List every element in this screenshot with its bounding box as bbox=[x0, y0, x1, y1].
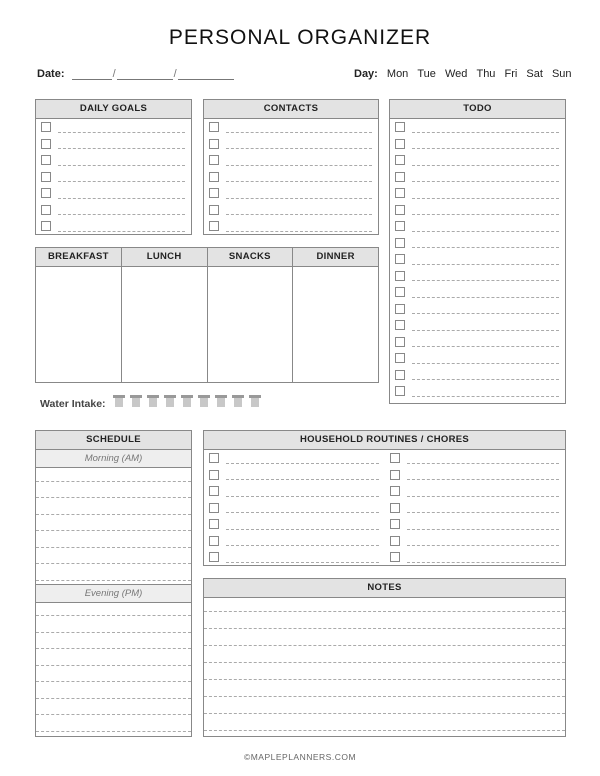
writing-line[interactable] bbox=[36, 534, 191, 551]
contacts-header: CONTACTS bbox=[204, 100, 378, 119]
checkbox[interactable] bbox=[390, 470, 400, 480]
household-section bbox=[203, 430, 566, 566]
checkbox[interactable] bbox=[41, 221, 51, 231]
daily-goals-section bbox=[35, 99, 192, 235]
dashed-line bbox=[58, 132, 185, 133]
checkbox[interactable] bbox=[395, 188, 405, 198]
dashed-line bbox=[407, 562, 560, 563]
checklist-row[interactable] bbox=[390, 251, 565, 268]
dashed-line bbox=[226, 529, 379, 530]
checkbox[interactable] bbox=[395, 320, 405, 330]
checklist-row[interactable] bbox=[390, 218, 565, 235]
writing-line[interactable] bbox=[36, 636, 191, 653]
checkbox[interactable] bbox=[41, 139, 51, 149]
notes-header: NOTES bbox=[204, 579, 565, 598]
dashed-line bbox=[36, 514, 191, 515]
checklist-row[interactable] bbox=[390, 317, 565, 334]
writing-line[interactable] bbox=[204, 700, 565, 717]
snacks-header: SNACKS bbox=[208, 248, 293, 267]
checklist-row[interactable] bbox=[204, 516, 385, 533]
checkbox[interactable] bbox=[395, 271, 405, 281]
day-sat[interactable]: Sat bbox=[526, 68, 543, 80]
daily-goals-list bbox=[36, 119, 191, 235]
checklist-row[interactable] bbox=[390, 119, 565, 136]
dashed-line bbox=[412, 198, 559, 199]
writing-line[interactable] bbox=[204, 649, 565, 666]
writing-line[interactable] bbox=[204, 632, 565, 649]
dashed-line bbox=[412, 148, 559, 149]
checklist-row[interactable] bbox=[204, 549, 385, 566]
day-mon[interactable]: Mon bbox=[386, 68, 409, 80]
water-cup-icon[interactable] bbox=[164, 395, 176, 409]
dashed-line bbox=[204, 645, 565, 646]
dashed-line bbox=[412, 396, 559, 397]
dashed-line bbox=[226, 496, 379, 497]
dashed-line bbox=[407, 463, 560, 464]
checklist-row[interactable] bbox=[204, 169, 378, 186]
checkbox[interactable] bbox=[395, 172, 405, 182]
checklist-row[interactable] bbox=[390, 169, 565, 186]
checklist-row[interactable] bbox=[204, 119, 378, 136]
notes-section bbox=[203, 578, 566, 737]
dashed-line bbox=[204, 730, 565, 731]
dashed-line bbox=[226, 562, 379, 563]
todo-list bbox=[390, 119, 565, 400]
day-sun[interactable]: Sun bbox=[551, 68, 572, 80]
dashed-line bbox=[36, 698, 191, 699]
date-day-blank[interactable] bbox=[72, 69, 112, 80]
dashed-line bbox=[412, 231, 559, 232]
date-separator: / bbox=[173, 68, 177, 80]
day-fri[interactable]: Fri bbox=[504, 68, 518, 80]
writing-line[interactable] bbox=[36, 619, 191, 636]
checkbox[interactable] bbox=[395, 238, 405, 248]
breakfast-header: BREAKFAST bbox=[36, 248, 121, 267]
checkbox[interactable] bbox=[395, 254, 405, 264]
checklist-row[interactable] bbox=[204, 450, 385, 467]
checklist-row[interactable] bbox=[390, 367, 565, 384]
checklist-row[interactable] bbox=[36, 152, 191, 169]
writing-line[interactable] bbox=[36, 518, 191, 535]
dashed-line bbox=[204, 611, 565, 612]
lunch-column[interactable] bbox=[122, 248, 208, 382]
checkbox[interactable] bbox=[209, 503, 219, 513]
water-cup-icon[interactable] bbox=[113, 395, 125, 409]
dashed-line bbox=[226, 165, 372, 166]
checklist-row[interactable] bbox=[36, 136, 191, 153]
date-field[interactable] bbox=[37, 68, 234, 80]
contacts-section bbox=[203, 99, 379, 235]
checklist-row[interactable] bbox=[36, 119, 191, 136]
day-selector bbox=[354, 68, 572, 80]
water-cup-icon[interactable] bbox=[249, 395, 261, 409]
footer-credit: ©MAPLEPLANNERS.COM bbox=[243, 752, 357, 762]
household-list-left bbox=[204, 450, 385, 566]
checkbox[interactable] bbox=[41, 188, 51, 198]
dashed-line bbox=[204, 679, 565, 680]
date-month-blank[interactable] bbox=[117, 69, 173, 80]
checklist-row[interactable] bbox=[390, 350, 565, 367]
checkbox[interactable] bbox=[209, 470, 219, 480]
dashed-line bbox=[36, 580, 191, 581]
dashed-line bbox=[36, 648, 191, 649]
writing-line[interactable] bbox=[204, 598, 565, 615]
dashed-line bbox=[407, 512, 560, 513]
dinner-header: DINNER bbox=[293, 248, 378, 267]
checkbox[interactable] bbox=[390, 536, 400, 546]
checkbox[interactable] bbox=[41, 122, 51, 132]
writing-line[interactable] bbox=[36, 603, 191, 620]
dashed-line bbox=[36, 681, 191, 682]
checklist-row[interactable] bbox=[204, 483, 385, 500]
writing-line[interactable] bbox=[36, 501, 191, 518]
writing-line[interactable] bbox=[36, 652, 191, 669]
writing-line[interactable] bbox=[204, 615, 565, 632]
checklist-row[interactable] bbox=[204, 136, 378, 153]
checklist-row[interactable] bbox=[204, 500, 385, 517]
dashed-line bbox=[226, 231, 372, 232]
dashed-line bbox=[226, 479, 379, 480]
checkbox[interactable] bbox=[41, 205, 51, 215]
water-cups bbox=[113, 395, 266, 409]
checkbox[interactable] bbox=[395, 122, 405, 132]
dashed-line bbox=[407, 529, 560, 530]
dinner-column[interactable] bbox=[293, 248, 378, 382]
checkbox[interactable] bbox=[395, 353, 405, 363]
dashed-line bbox=[226, 545, 379, 546]
writing-line[interactable] bbox=[36, 567, 191, 584]
checklist-row[interactable] bbox=[204, 202, 378, 219]
checkbox[interactable] bbox=[209, 188, 219, 198]
checklist-row[interactable] bbox=[390, 136, 565, 153]
checkbox[interactable] bbox=[395, 370, 405, 380]
checkbox[interactable] bbox=[395, 287, 405, 297]
checklist-row[interactable] bbox=[385, 483, 566, 500]
dashed-line bbox=[58, 181, 185, 182]
checkbox[interactable] bbox=[395, 304, 405, 314]
checkbox[interactable] bbox=[390, 503, 400, 513]
dashed-line bbox=[58, 198, 185, 199]
dashed-line bbox=[412, 313, 559, 314]
dashed-line bbox=[58, 165, 185, 166]
dashed-line bbox=[226, 214, 372, 215]
checklist-row[interactable] bbox=[390, 383, 565, 400]
checkbox[interactable] bbox=[390, 486, 400, 496]
water-intake-label: Water Intake: bbox=[40, 398, 106, 410]
dashed-line bbox=[412, 214, 559, 215]
evening-lines bbox=[36, 603, 191, 735]
dashed-line bbox=[36, 714, 191, 715]
morning-lines bbox=[36, 468, 191, 584]
day-tue[interactable]: Tue bbox=[417, 68, 436, 80]
checkbox[interactable] bbox=[41, 172, 51, 182]
checkbox[interactable] bbox=[395, 139, 405, 149]
date-separator: / bbox=[112, 68, 116, 80]
checklist-row[interactable] bbox=[385, 516, 566, 533]
day-label: Day: bbox=[354, 68, 378, 80]
day-thu[interactable]: Thu bbox=[476, 68, 496, 80]
dashed-line bbox=[412, 132, 559, 133]
checklist-row[interactable] bbox=[385, 533, 566, 550]
checkbox[interactable] bbox=[209, 205, 219, 215]
dashed-line bbox=[36, 563, 191, 564]
lunch-header: LUNCH bbox=[122, 248, 207, 267]
checkbox[interactable] bbox=[390, 552, 400, 562]
checklist-row[interactable] bbox=[204, 185, 378, 202]
checklist-row[interactable] bbox=[385, 467, 566, 484]
household-list-right bbox=[385, 450, 566, 566]
dashed-line bbox=[226, 512, 379, 513]
dashed-line bbox=[204, 628, 565, 629]
dashed-line bbox=[412, 379, 559, 380]
dashed-line bbox=[226, 132, 372, 133]
checklist-row[interactable] bbox=[36, 202, 191, 219]
checklist-row[interactable] bbox=[385, 500, 566, 517]
meals-section bbox=[35, 247, 379, 383]
checklist-row[interactable] bbox=[204, 533, 385, 550]
checkbox[interactable] bbox=[209, 155, 219, 165]
date-label: Date: bbox=[37, 68, 65, 80]
checkbox[interactable] bbox=[390, 453, 400, 463]
checkbox[interactable] bbox=[395, 221, 405, 231]
checkbox[interactable] bbox=[390, 519, 400, 529]
writing-line[interactable] bbox=[36, 669, 191, 686]
breakfast-column[interactable] bbox=[36, 248, 122, 382]
checklist-row[interactable] bbox=[204, 152, 378, 169]
checklist-row[interactable] bbox=[390, 152, 565, 169]
todo-section bbox=[389, 99, 566, 404]
checkbox[interactable] bbox=[209, 486, 219, 496]
checklist-row[interactable] bbox=[390, 185, 565, 202]
dashed-line bbox=[412, 330, 559, 331]
dashed-line bbox=[204, 713, 565, 714]
dashed-line bbox=[36, 615, 191, 616]
checkbox[interactable] bbox=[395, 155, 405, 165]
page-title: PERSONAL ORGANIZER bbox=[168, 26, 432, 49]
contacts-list bbox=[204, 119, 378, 235]
day-wed[interactable]: Wed bbox=[444, 68, 468, 80]
water-cup-icon[interactable] bbox=[130, 395, 142, 409]
checklist-row[interactable] bbox=[204, 218, 378, 235]
dashed-line bbox=[412, 247, 559, 248]
schedule-section bbox=[35, 430, 192, 737]
todo-header: TODO bbox=[390, 100, 565, 119]
water-cup-icon[interactable] bbox=[181, 395, 193, 409]
checkbox[interactable] bbox=[209, 536, 219, 546]
checklist-row[interactable] bbox=[390, 334, 565, 351]
writing-line[interactable] bbox=[36, 685, 191, 702]
dashed-line bbox=[226, 463, 379, 464]
dashed-line bbox=[36, 481, 191, 482]
checklist-row[interactable] bbox=[36, 218, 191, 235]
checklist-row[interactable] bbox=[390, 268, 565, 285]
snacks-column[interactable] bbox=[208, 248, 294, 382]
checklist-row[interactable] bbox=[204, 467, 385, 484]
checkbox[interactable] bbox=[209, 172, 219, 182]
checklist-row[interactable] bbox=[390, 235, 565, 252]
checkbox[interactable] bbox=[209, 552, 219, 562]
dashed-line bbox=[412, 264, 559, 265]
checklist-row[interactable] bbox=[385, 549, 566, 566]
dashed-line bbox=[407, 496, 560, 497]
checkbox[interactable] bbox=[41, 155, 51, 165]
checklist-row[interactable] bbox=[390, 301, 565, 318]
dashed-line bbox=[412, 280, 559, 281]
writing-line[interactable] bbox=[36, 718, 191, 735]
household-header: HOUSEHOLD ROUTINES / CHORES bbox=[204, 431, 565, 450]
schedule-header: SCHEDULE bbox=[36, 431, 191, 450]
writing-line[interactable] bbox=[204, 666, 565, 683]
dashed-line bbox=[36, 547, 191, 548]
water-cup-icon[interactable] bbox=[198, 395, 210, 409]
dashed-line bbox=[412, 181, 559, 182]
checkbox[interactable] bbox=[209, 519, 219, 529]
checklist-row[interactable] bbox=[390, 202, 565, 219]
daily-goals-header: DAILY GOALS bbox=[36, 100, 191, 119]
writing-line[interactable] bbox=[36, 485, 191, 502]
dashed-line bbox=[412, 346, 559, 347]
checkbox[interactable] bbox=[209, 139, 219, 149]
checkbox[interactable] bbox=[395, 386, 405, 396]
checkbox[interactable] bbox=[395, 337, 405, 347]
checkbox[interactable] bbox=[209, 122, 219, 132]
checklist-row[interactable] bbox=[390, 284, 565, 301]
dashed-line bbox=[226, 181, 372, 182]
dashed-line bbox=[36, 731, 191, 732]
dashed-line bbox=[36, 632, 191, 633]
date-year-blank[interactable] bbox=[178, 69, 234, 80]
evening-subheader: Evening (PM) bbox=[36, 584, 191, 603]
writing-line[interactable] bbox=[36, 702, 191, 719]
dashed-line bbox=[204, 696, 565, 697]
water-cup-icon[interactable] bbox=[147, 395, 159, 409]
morning-subheader: Morning (AM) bbox=[36, 450, 191, 468]
dashed-line bbox=[412, 363, 559, 364]
checkbox[interactable] bbox=[395, 205, 405, 215]
notes-lines bbox=[204, 598, 565, 734]
checklist-row[interactable] bbox=[385, 450, 566, 467]
dashed-line bbox=[412, 297, 559, 298]
writing-line[interactable] bbox=[36, 468, 191, 485]
dashed-line bbox=[58, 214, 185, 215]
water-cup-icon[interactable] bbox=[215, 395, 227, 409]
checklist-row[interactable] bbox=[36, 185, 191, 202]
checklist-row[interactable] bbox=[36, 169, 191, 186]
checkbox[interactable] bbox=[209, 453, 219, 463]
dashed-line bbox=[204, 662, 565, 663]
dashed-line bbox=[36, 497, 191, 498]
checkbox[interactable] bbox=[209, 221, 219, 231]
dashed-line bbox=[407, 545, 560, 546]
writing-line[interactable] bbox=[204, 717, 565, 734]
dashed-line bbox=[36, 665, 191, 666]
writing-line[interactable] bbox=[204, 683, 565, 700]
dashed-line bbox=[412, 165, 559, 166]
dashed-line bbox=[58, 148, 185, 149]
writing-line[interactable] bbox=[36, 551, 191, 568]
dashed-line bbox=[36, 530, 191, 531]
dashed-line bbox=[58, 231, 185, 232]
dashed-line bbox=[226, 148, 372, 149]
dashed-line bbox=[407, 479, 560, 480]
water-cup-icon[interactable] bbox=[232, 395, 244, 409]
dashed-line bbox=[226, 198, 372, 199]
